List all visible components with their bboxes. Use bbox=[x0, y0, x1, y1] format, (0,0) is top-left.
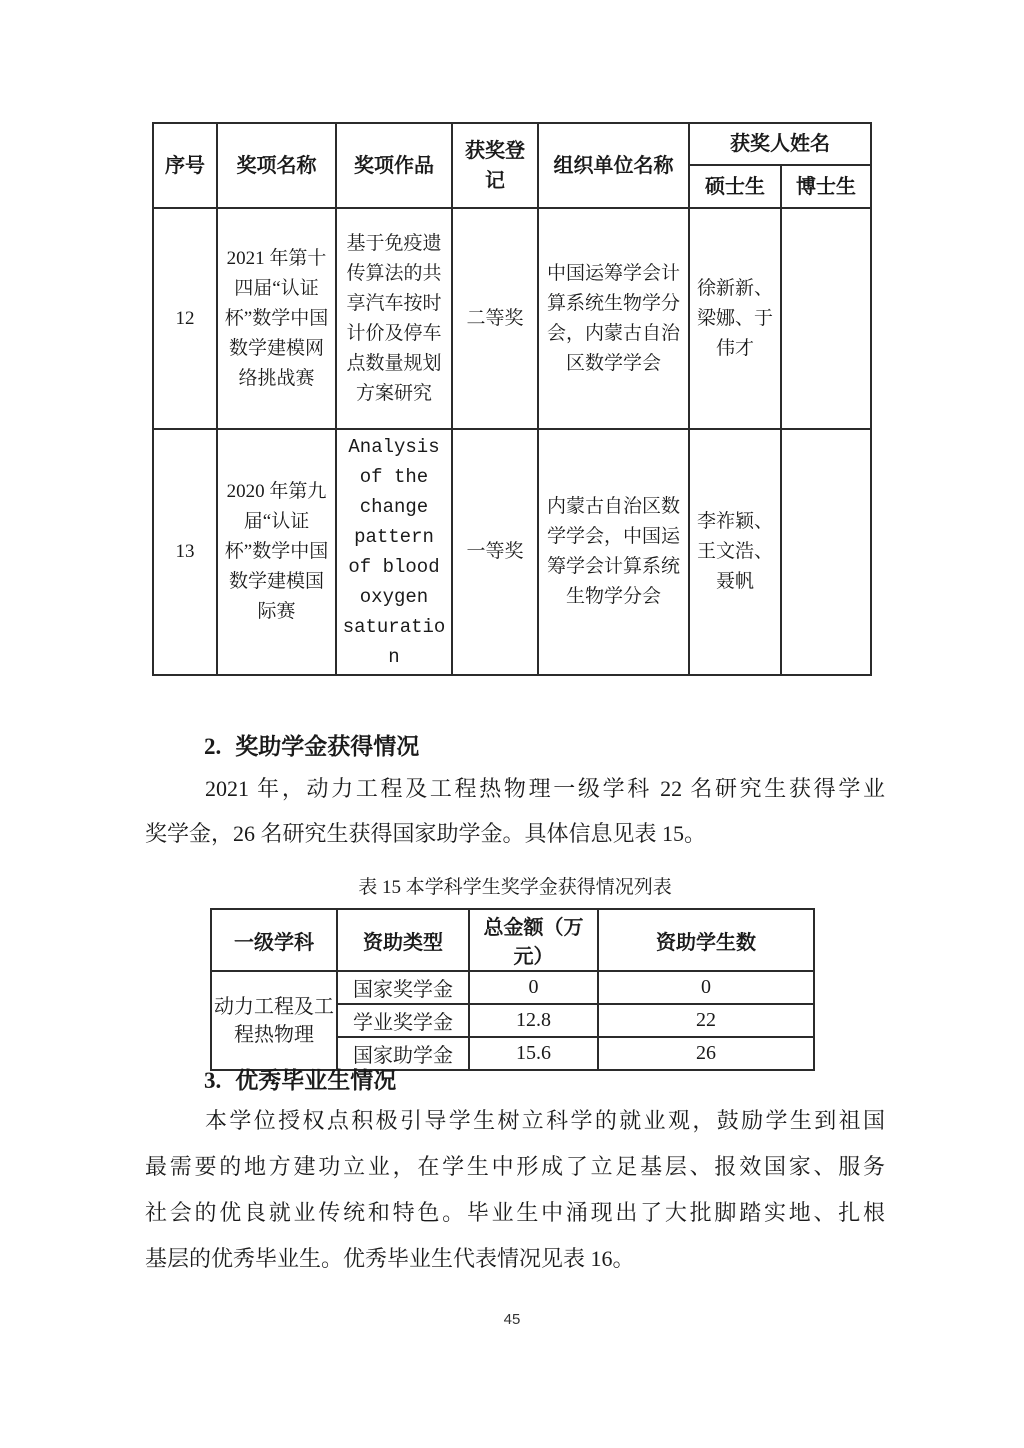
header-total-amount: 总金额（万元） bbox=[469, 909, 598, 971]
index-cell: 12 bbox=[153, 208, 217, 429]
section-heading-graduates bbox=[204, 1062, 396, 1095]
award-work-cell: 基于免疫遗传算法的共享汽车按时计价及停车点数量规划 方案研究 bbox=[336, 208, 452, 429]
paragraph-line: 基层的优秀毕业生。优秀毕业生代表情况见表 16。 bbox=[145, 1246, 635, 1271]
section-heading-scholarships bbox=[204, 728, 419, 761]
student-count-cell: 0 bbox=[598, 971, 814, 1004]
index-cell: 13 bbox=[153, 429, 217, 675]
org-name-cell: 内蒙古自治区数学学会，中国运筹学会计算系统生物学分会 bbox=[538, 429, 689, 675]
table15-caption: 表 15 本学科学生奖学金获得情况列表 bbox=[358, 877, 672, 898]
total-amount-cell: 15.6 bbox=[469, 1037, 598, 1070]
header-master-student: 硕士生 bbox=[689, 165, 781, 208]
student-count-cell: 26 bbox=[598, 1037, 814, 1070]
total-amount-cell: 0 bbox=[469, 971, 598, 1004]
doctor-students-cell bbox=[781, 208, 871, 429]
award-record-cell: 一等奖 bbox=[452, 429, 538, 675]
table-row bbox=[211, 971, 814, 1004]
fund-type-cell: 学业奖学金 bbox=[337, 1004, 469, 1037]
header-doctor-student: 博士生 bbox=[781, 165, 871, 208]
doctor-students-cell bbox=[781, 429, 871, 675]
total-amount-cell: 12.8 bbox=[469, 1004, 598, 1037]
table-row bbox=[153, 429, 871, 675]
award-work-cell: Analysis of the change pattern of blood oxygen saturation bbox=[336, 429, 452, 675]
fund-type-cell: 国家奖学金 bbox=[337, 971, 469, 1004]
section-title: 优秀毕业生情况 bbox=[235, 1068, 397, 1093]
page-number: 45 bbox=[503, 1311, 521, 1328]
student-count-cell: 22 bbox=[598, 1004, 814, 1037]
awards-table bbox=[152, 122, 872, 676]
award-record-cell: 二等奖 bbox=[452, 208, 538, 429]
master-students-cell: 李祚颖、王文浩、聂帆 bbox=[689, 429, 781, 675]
discipline-cell: 动力工程及工程热物理 bbox=[211, 971, 337, 1070]
header-award-work: 奖项作品 bbox=[336, 123, 452, 208]
section-paragraph-scholarships bbox=[145, 766, 885, 856]
header-index: 序号 bbox=[153, 123, 217, 208]
paragraph-line: 最需要的地方建功立业，在学生中形成了立足基层、报效国家、服务 bbox=[145, 1154, 885, 1179]
award-name-cell: 2021 年第十四届“认证杯”数学中国数学建模网络挑战赛 bbox=[217, 208, 336, 429]
table-row bbox=[153, 208, 871, 429]
header-award-name: 奖项名称 bbox=[217, 123, 336, 208]
paragraph-line: 奖学金，26 名研究生获得国家助学金。具体信息见表 15。 bbox=[145, 821, 707, 846]
paragraph-line: 2021 年，动力工程及工程热物理一级学科 22 名研究生获得学业 bbox=[205, 776, 885, 801]
header-fund-type: 资助类型 bbox=[337, 909, 469, 971]
fund-type-cell: 国家助学金 bbox=[337, 1037, 469, 1070]
paragraph-line: 本学位授权点积极引导学生树立科学的就业观，鼓励学生到祖国 bbox=[205, 1108, 885, 1133]
master-students-cell: 徐新新、梁娜、于伟才 bbox=[689, 208, 781, 429]
section-number: 3. bbox=[204, 1068, 222, 1093]
header-winner-names: 获奖人姓名 bbox=[689, 123, 871, 165]
header-org-name: 组织单位名称 bbox=[538, 123, 689, 208]
org-name-cell: 中国运筹学会计算系统生物学分会，内蒙古自治区数学学会 bbox=[538, 208, 689, 429]
header-student-count: 资助学生数 bbox=[598, 909, 814, 971]
header-discipline: 一级学科 bbox=[211, 909, 337, 971]
section-title: 奖助学金获得情况 bbox=[235, 734, 420, 759]
paragraph-line: 社会的优良就业传统和特色。毕业生中涌现出了大批脚踏实地、扎根 bbox=[145, 1200, 885, 1225]
section-paragraph-graduates bbox=[145, 1098, 885, 1282]
header-award-record: 获奖登记 bbox=[452, 123, 538, 208]
scholarship-table bbox=[210, 908, 815, 1071]
award-name-cell: 2020 年第九届“认证杯”数学中国数学建模国际赛 bbox=[217, 429, 336, 675]
section-number: 2. bbox=[204, 734, 222, 759]
